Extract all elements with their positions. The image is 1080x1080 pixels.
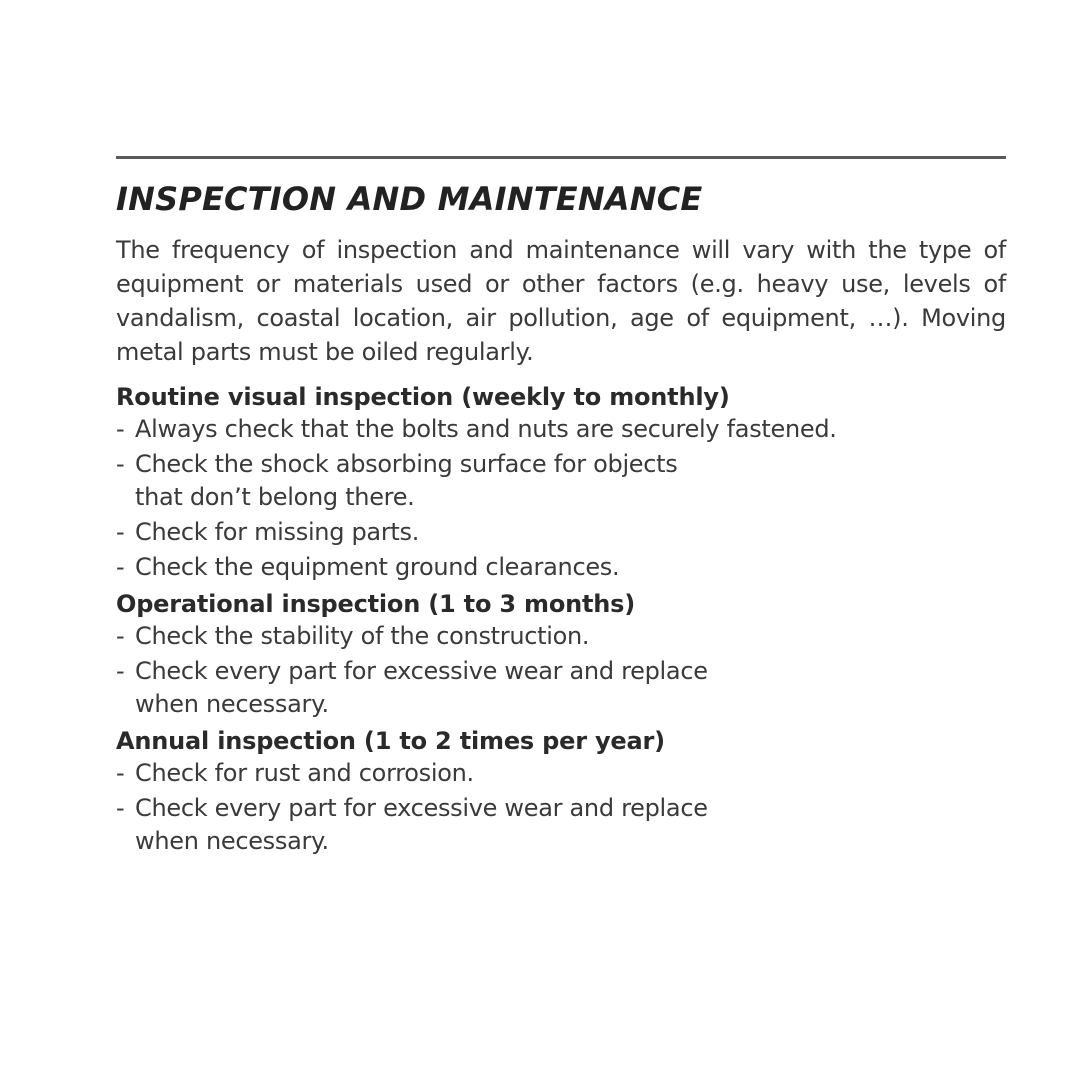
item-text: Check for rust and corrosion. — [135, 759, 474, 787]
bullet-dash: - — [116, 450, 125, 478]
item-list — [116, 620, 1006, 721]
list-item — [116, 551, 1006, 584]
item-list — [116, 413, 1006, 584]
list-item — [116, 792, 1006, 858]
bullet-dash: - — [116, 759, 125, 787]
bullet-dash: - — [116, 415, 125, 443]
list-item — [116, 757, 1006, 790]
intro-paragraph: The frequency of inspection and maintenance will vary with the type of equipment or materials used or other factors (e.g. heavy use, levels of vandalism, coastal location, air pollution, age of equipment, …). Moving metal parts must be oiled regularly. — [116, 236, 1006, 366]
section-annual — [116, 725, 1006, 858]
bullet-dash: - — [116, 553, 125, 581]
bullet-dash: - — [116, 622, 125, 650]
item-text: Check every part for excessive wear and replace — [135, 794, 708, 822]
item-text: Check the shock absorbing surface for objects — [135, 450, 678, 478]
document-page — [116, 156, 1006, 862]
item-text-continued: when necessary. — [135, 690, 329, 718]
section-heading: Routine visual inspection (weekly to monthly) — [116, 383, 730, 411]
section-heading: Annual inspection (1 to 2 times per year) — [116, 727, 665, 755]
item-text: Check the equipment ground clearances. — [135, 553, 620, 581]
list-item — [116, 516, 1006, 549]
list-item — [116, 448, 1006, 514]
list-item — [116, 655, 1006, 721]
document-title: INSPECTION AND MAINTENANCE — [116, 180, 703, 218]
section-routine — [116, 381, 1006, 584]
bullet-dash: - — [116, 657, 125, 685]
item-text: Check every part for excessive wear and replace — [135, 657, 708, 685]
section-operational — [116, 588, 1006, 721]
item-text: Always check that the bolts and nuts are securely fastened. — [135, 415, 837, 443]
list-item — [116, 413, 1006, 446]
item-text: Check for missing parts. — [135, 518, 420, 546]
top-divider — [116, 156, 1006, 159]
bullet-dash: - — [116, 794, 125, 822]
section-heading: Operational inspection (1 to 3 months) — [116, 590, 636, 618]
list-item — [116, 620, 1006, 653]
item-list — [116, 757, 1006, 858]
item-text-continued: that don’t belong there. — [135, 483, 415, 511]
item-text-continued: when necessary. — [135, 827, 329, 855]
item-text: Check the stability of the construction. — [135, 622, 590, 650]
bullet-dash: - — [116, 518, 125, 546]
